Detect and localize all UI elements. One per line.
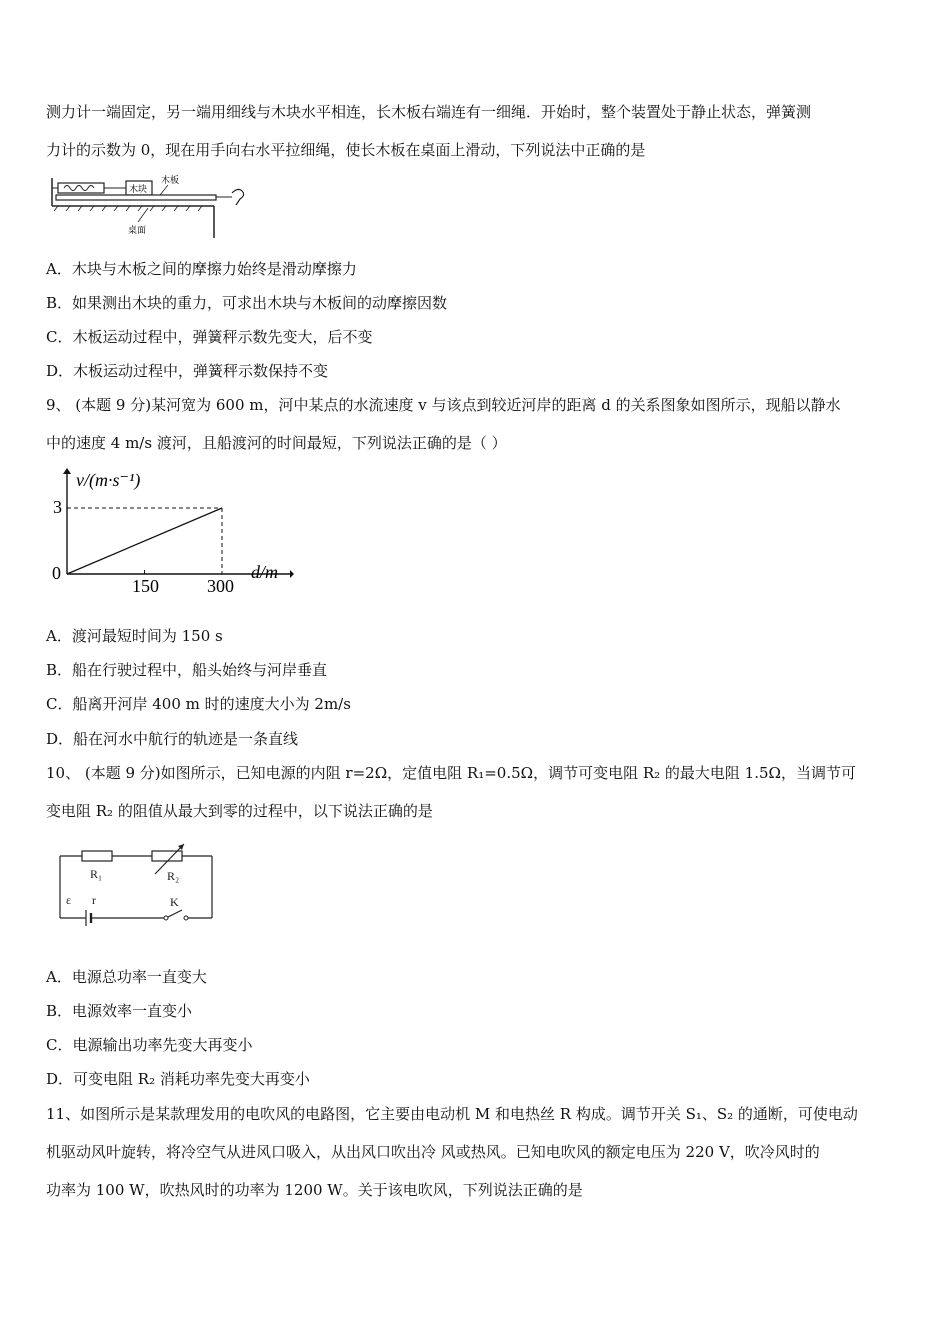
q9-stem-line2: 中的速度 4 m/s 渡河，且船渡河的时间最短，下列说法正确的是（ ）: [46, 434, 507, 452]
q8-option-d: D．木板运动过程中，弹簧秤示数保持不变: [46, 362, 329, 380]
y-tick-3: 3: [53, 497, 62, 517]
x-axis-label: d/m: [251, 562, 278, 582]
q10-option-b: B．电源效率一直变小: [46, 1002, 193, 1020]
q8-apparatus-figure: [48, 172, 258, 240]
q8-stem-line2: 力计的示数为 0，现在用手向右水平拉细绳，使长木板在桌面上滑动，下列说法中正确的是: [46, 141, 646, 159]
q11-stem-line3: 功率为 100 W，吹热风时的功率为 1200 W。关于该电吹风，下列说法正确的是: [46, 1181, 583, 1199]
q10-option-a: A．电源总功率一直变大: [46, 968, 207, 986]
q8-table-label: 桌面: [128, 225, 147, 235]
q10-circuit-figure: [52, 842, 222, 930]
q8-option-a: A．木块与木板之间的摩擦力始终是滑动摩擦力: [46, 260, 357, 278]
switch-label: K: [170, 895, 179, 909]
q9-option-c: C．船离开河岸 400 m 时的速度大小为 2m/s: [46, 695, 351, 713]
q9-option-d: D．船在河水中航行的轨迹是一条直线: [46, 730, 299, 748]
q11-stem-line1: 11、如图所示是某款理发用的电吹风的电路图，它主要由电动机 M 和电热丝 R 构成。调节开关 S₁、S₂ 的通断，可使电动: [46, 1105, 858, 1123]
q9-option-b: B．船在行驶过程中，船头始终与河岸垂直: [46, 661, 328, 679]
q10-option-d: D．可变电阻 R₂ 消耗功率先变大再变小: [46, 1070, 310, 1088]
velocity-line: [67, 508, 222, 574]
q9-velocity-chart: [44, 466, 294, 601]
q8-option-c: C．木板运动过程中，弹簧秤示数先变大，后不变: [46, 328, 373, 346]
q9-stem-line1: 9、 (本题 9 分)某河宽为 600 m，河中某点的水流速度 v 与该点到较近河岸的距离 d 的关系图象如图所示，现船以静水: [46, 396, 841, 414]
q10-option-c: C．电源输出功率先变大再变小: [46, 1036, 253, 1054]
r2-label: R₂: [167, 869, 180, 883]
q8-option-b: B．如果测出木块的重力，可求出木块与木板间的动摩擦因数: [46, 294, 448, 312]
q8-block-label: 木块: [129, 184, 148, 194]
q11-stem-line2: 机驱动风叶旋转，将冷空气从进风口吸入，从出风口吹出冷 风或热风。已知电吹风的额定电压为 220 V，吹冷风时的: [46, 1143, 820, 1161]
q9-option-a: A．渡河最短时间为 150 s: [46, 627, 223, 645]
q8-stem-line1: 测力计一端固定，另一端用细线与木块水平相连，长木板右端连有一细绳．开始时，整个装置处于静止状态，弹簧测: [46, 103, 812, 121]
r1-label: R₁: [90, 867, 103, 881]
q10-stem-line1: 10、 (本题 9 分)如图所示，已知电源的内阻 r=2Ω，定值电阻 R₁=0.5Ω，调节可变电阻 R₂ 的最大电阻 1.5Ω，当调节可: [46, 764, 856, 782]
origin-tick-label: 0: [52, 563, 61, 583]
y-axis-label: v/(m·s⁻¹): [76, 470, 141, 490]
emf-label: ε: [66, 893, 72, 907]
q10-stem-line2: 变电阻 R₂ 的阻值从最大到零的过程中，以下说法正确的是: [46, 802, 433, 820]
q8-board-label: 木板: [161, 175, 180, 185]
internal-r-label: r: [92, 893, 96, 907]
x-tick-150: 150: [132, 576, 159, 596]
x-tick-300: 300: [207, 576, 234, 596]
